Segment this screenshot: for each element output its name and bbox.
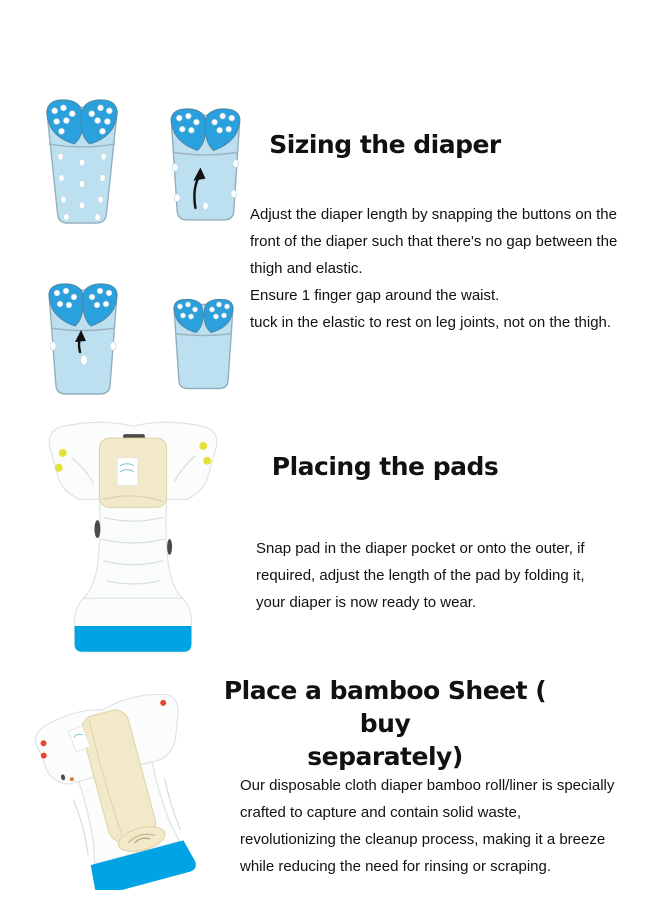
placing-section-title: Placing the pads (271, 452, 499, 481)
body-line: Our disposable cloth diaper bamboo roll/liner is specially (240, 777, 615, 794)
diaper-fully-extended-illustration (41, 97, 123, 228)
pad-tag (117, 458, 138, 486)
diaper-snapped-medium-illustration (44, 282, 122, 400)
diaper-with-bamboo-roll-photo (25, 694, 235, 890)
open-diaper-with-pad-photo (42, 417, 225, 657)
body-line: tuck in the elastic to rest on leg joints, not on the thigh. (250, 314, 612, 331)
body-line: Adjust the diaper length by snapping the buttons on the (250, 206, 617, 223)
sizing-section-title: Sizing the diaper (269, 130, 501, 159)
body-line: required, adjust the length of the pad by folding it, (256, 567, 585, 584)
body-line: while reducing the need for rinsing or scraping. (240, 858, 552, 875)
bamboo-section-title (220, 674, 550, 773)
body-line: revolutionizing the cleanup process, making it a breeze (240, 831, 606, 848)
body-line: crafted to capture and contain solid waste, (240, 804, 522, 821)
print-peek (94, 520, 100, 538)
bamboo-title-line1: Place a bamboo Sheet ( buy (223, 676, 547, 738)
body-line: thigh and elastic. (250, 260, 363, 277)
body-line: front of the diaper such that there's no gap between the (250, 233, 618, 250)
body-line: Snap pad in the diaper pocket or onto the outer, if (256, 540, 585, 557)
diaper-snapped-once-illustration (167, 107, 244, 226)
bamboo-title-line2: separately) (307, 742, 463, 771)
diaper-smallest-illustration (170, 297, 237, 393)
body-line: Ensure 1 finger gap around the waist. (250, 287, 500, 304)
placing-section-body (256, 535, 646, 616)
sizing-section-body (250, 201, 650, 336)
bamboo-section-body (240, 772, 650, 880)
body-line: your diaper is now ready to wear. (256, 594, 477, 611)
waist-band (75, 626, 192, 652)
print-peek (167, 539, 172, 555)
